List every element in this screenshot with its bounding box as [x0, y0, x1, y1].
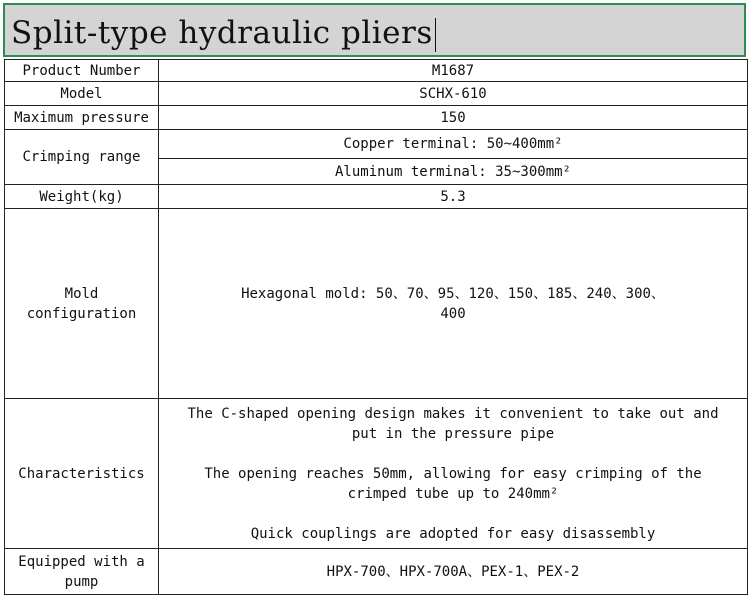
spec-table	[4, 59, 748, 595]
row-value	[159, 399, 748, 549]
label-line: Mold	[64, 285, 99, 302]
label-line: configuration	[26, 305, 137, 322]
table-row	[5, 60, 748, 82]
title-text: Split-type hydraulic pliers	[11, 15, 433, 51]
row-label	[5, 209, 159, 399]
row-value: M1687	[159, 60, 748, 82]
row-label: Crimping range	[5, 130, 159, 185]
table-row	[5, 399, 748, 549]
value-line: Hexagonal mold: 50、70、95、120、150、185、240、300、	[241, 285, 665, 302]
table-row	[5, 185, 748, 209]
label-line: pump	[64, 573, 99, 590]
table-row	[5, 549, 748, 595]
value-line: The C-shaped opening design makes it convenient to take out and	[187, 405, 719, 422]
table-row	[5, 82, 748, 106]
row-value: 150	[159, 106, 748, 130]
row-value: Aluminum terminal: 35~300mm²	[159, 159, 748, 185]
value-line: 400	[440, 305, 466, 322]
value-line: put in the pressure pipe	[351, 425, 555, 442]
row-value: HPX-700、HPX-700A、PEX-1、PEX-2	[159, 549, 748, 595]
row-label: Product Number	[5, 60, 159, 82]
row-label	[5, 549, 159, 595]
row-label: Weight(kg)	[5, 185, 159, 209]
row-label: Model	[5, 82, 159, 106]
value-line: crimped tube up to 240mm²	[347, 485, 559, 502]
row-value: SCHX-610	[159, 82, 748, 106]
row-label: Characteristics	[5, 399, 159, 549]
table-row	[5, 209, 748, 399]
row-label: Maximum pressure	[5, 106, 159, 130]
value-line: Quick couplings are adopted for easy disassembly	[250, 525, 656, 542]
row-value	[159, 209, 748, 399]
row-value: 5.3	[159, 185, 748, 209]
table-row	[5, 130, 748, 159]
row-value: Copper terminal: 50~400mm²	[159, 130, 748, 159]
title-bar	[3, 3, 746, 57]
text-caret	[435, 18, 436, 52]
table-row	[5, 106, 748, 130]
label-line: Equipped with a	[18, 553, 145, 570]
value-line: The opening reaches 50mm, allowing for easy crimping of the	[204, 465, 702, 482]
document-title[interactable]	[11, 15, 436, 52]
